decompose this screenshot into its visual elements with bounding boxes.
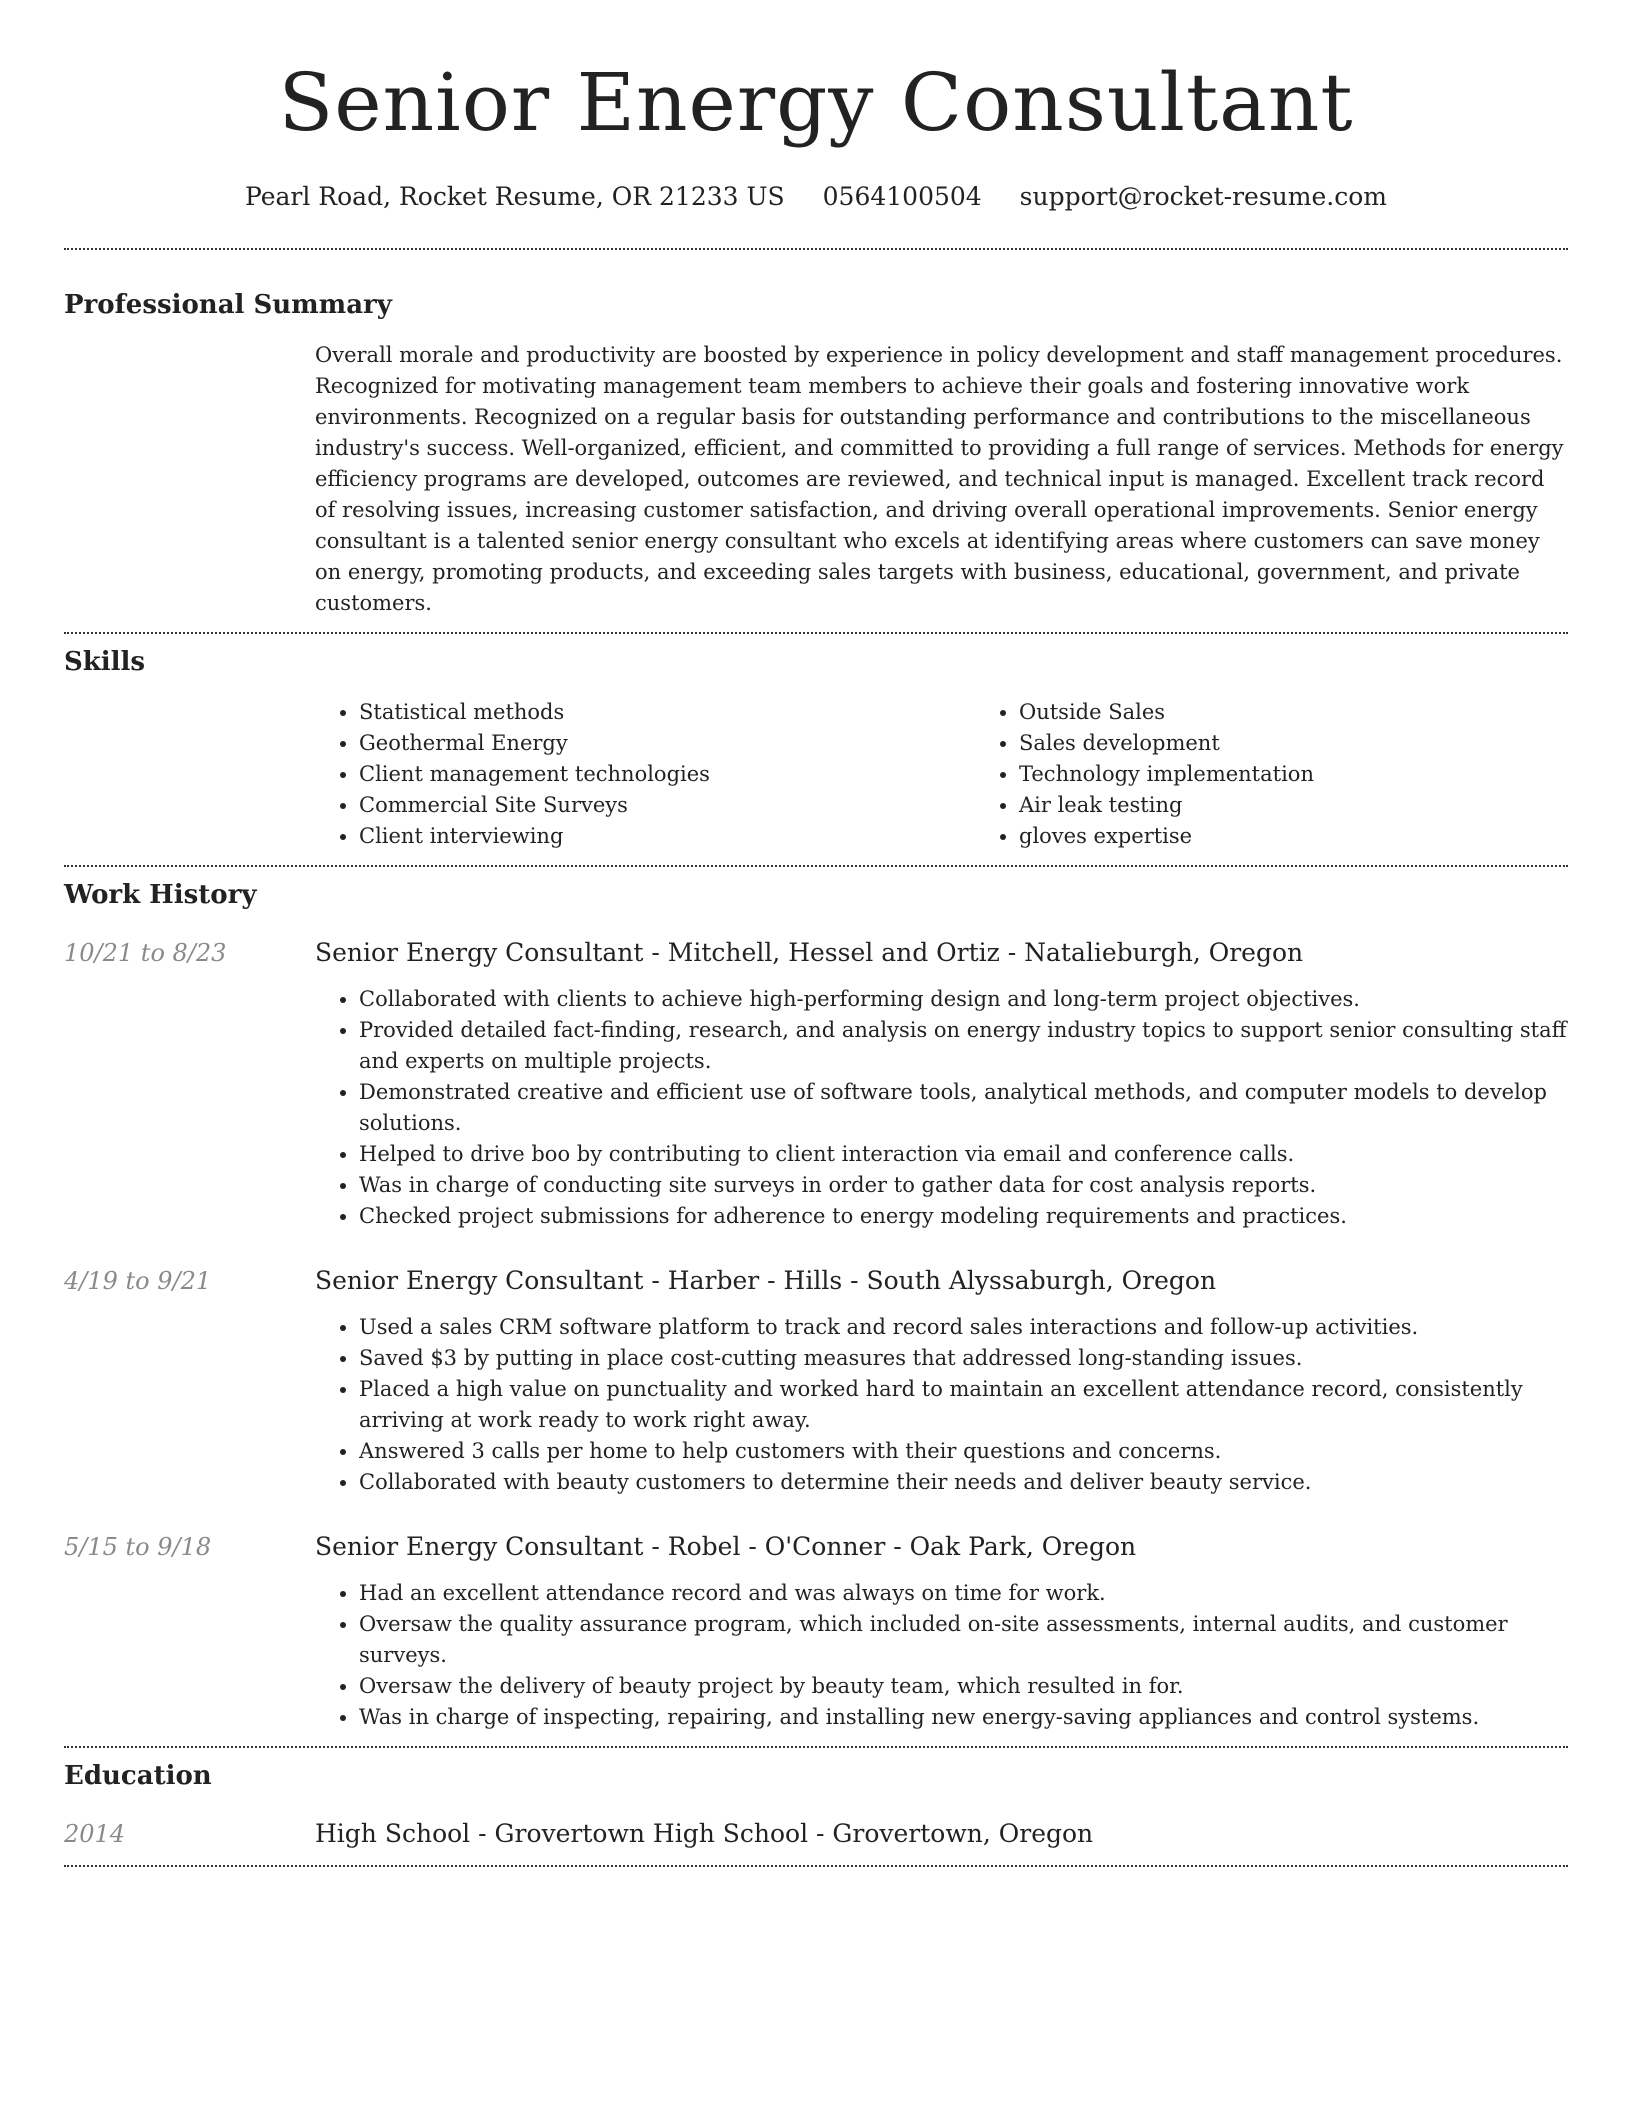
skill-item: • Outside Sales — [1019, 697, 1632, 728]
job-bullet: • Oversaw the quality assurance program, which included on-site assessments, internal audits, and customer surveys. — [359, 1609, 1568, 1671]
section-title-summary: Professional Summary — [64, 290, 392, 320]
job-bullet: • Collaborated with clients to achieve high-performing design and long-term project objectives. — [359, 984, 1568, 1015]
section-title-work: Work History — [64, 880, 257, 910]
job-bullet: • Collaborated with beauty customers to determine their needs and deliver beauty service. — [359, 1467, 1568, 1498]
job-bullet: • Checked project submissions for adherence to energy modeling requirements and practices. — [359, 1201, 1568, 1232]
job-dates: 4/19 to 9/21 — [64, 1267, 212, 1295]
contact-email: support@rocket-resume.com — [1019, 182, 1387, 211]
job-bullet: • Had an excellent attendance record and was always on time for work. — [359, 1578, 1568, 1609]
skill-item: • Geothermal Energy — [359, 728, 975, 759]
skills-list-right — [975, 697, 1632, 852]
skills-section — [64, 634, 1568, 865]
job-title: Senior Energy Consultant - Harber - Hills - South Alyssaburgh, Oregon — [315, 1266, 1217, 1295]
contact-phone: 0564100504 — [822, 182, 982, 211]
divider — [64, 1865, 1568, 1867]
skill-item: • Air leak testing — [1019, 790, 1632, 821]
work-section — [64, 867, 1568, 1746]
job-bullets — [315, 984, 1568, 1232]
skill-item: • Statistical methods — [359, 697, 975, 728]
contact-address: Pearl Road, Rocket Resume, OR 21233 US — [245, 182, 785, 211]
job-entry — [64, 1264, 1568, 1498]
page-title: Senior Energy Consultant — [278, 56, 1354, 149]
summary-section — [64, 250, 1568, 632]
job-bullet: • Was in charge of conducting site surveys in order to gather data for cost analysis reports. — [359, 1170, 1568, 1201]
job-bullet: • Demonstrated creative and efficient use of software tools, analytical methods, and computer models to develop solutions. — [359, 1077, 1568, 1139]
job-bullet: • Answered 3 calls per home to help customers with their questions and concerns. — [359, 1436, 1568, 1467]
job-dates: 5/15 to 9/18 — [64, 1533, 212, 1561]
skill-item: • gloves expertise — [1019, 821, 1632, 852]
education-year: 2014 — [64, 1820, 126, 1848]
job-bullet: • Was in charge of inspecting, repairing, and installing new energy-saving appliances and control systems. — [359, 1702, 1568, 1733]
education-section — [64, 1748, 1568, 1865]
skill-item: • Client interviewing — [359, 821, 975, 852]
job-title: Senior Energy Consultant - Robel - O'Conner - Oak Park, Oregon — [315, 1532, 1137, 1561]
job-bullet: • Helped to drive boo by contributing to client interaction via email and conference calls. — [359, 1139, 1568, 1170]
education-title: High School - Grovertown High School - Grovertown, Oregon — [315, 1819, 1094, 1848]
job-entry — [64, 936, 1568, 1232]
skill-item: • Client management technologies — [359, 759, 975, 790]
job-bullets — [315, 1578, 1568, 1733]
section-title-education: Education — [64, 1761, 212, 1791]
job-dates: 10/21 to 8/23 — [64, 939, 227, 967]
job-bullet: • Used a sales CRM software platform to track and record sales interactions and follow-up activities. — [359, 1312, 1568, 1343]
job-title: Senior Energy Consultant - Mitchell, Hessel and Ortiz - Natalieburgh, Oregon — [315, 938, 1304, 967]
skill-item: • Technology implementation — [1019, 759, 1632, 790]
skill-item: • Commercial Site Surveys — [359, 790, 975, 821]
job-bullet: • Oversaw the delivery of beauty project by beauty team, which resulted in for. — [359, 1671, 1568, 1702]
summary-text: Overall morale and productivity are boosted by experience in policy development and staff management procedures. Recognized for motivating management team members to achieve their goals and fostering innovative work environments. Recognized on a regular basis for outstanding performance and contributions to the miscellaneous industry's success. Well-organized, efficient, and committed to providing a full range of services. Methods for energy efficiency programs are developed, outcomes are reviewed, and technical input is managed. Excellent track record of resolving issues, increasing customer satisfaction, and driving overall operational improvements. Senior energy consultant is a talented senior energy consultant who excels at identifying areas where customers can save money on energy, promoting products, and exceeding sales targets with business, educational, government, and private customers. — [315, 343, 1564, 615]
job-entry — [64, 1530, 1568, 1733]
job-bullet: • Saved $3 by putting in place cost-cutting measures that addressed long-standing issues. — [359, 1343, 1568, 1374]
job-bullet: • Placed a high value on punctuality and worked hard to maintain an excellent attendance record, consistently arriving at work ready to work right away. — [359, 1374, 1568, 1436]
job-bullets — [315, 1312, 1568, 1498]
section-title-skills: Skills — [64, 647, 146, 677]
skills-list-left — [315, 697, 975, 852]
contact-line — [64, 180, 1568, 214]
skill-item: • Sales development — [1019, 728, 1632, 759]
job-bullet: • Provided detailed fact-finding, research, and analysis on energy industry topics to support senior consulting staff and experts on multiple projects. — [359, 1015, 1568, 1077]
